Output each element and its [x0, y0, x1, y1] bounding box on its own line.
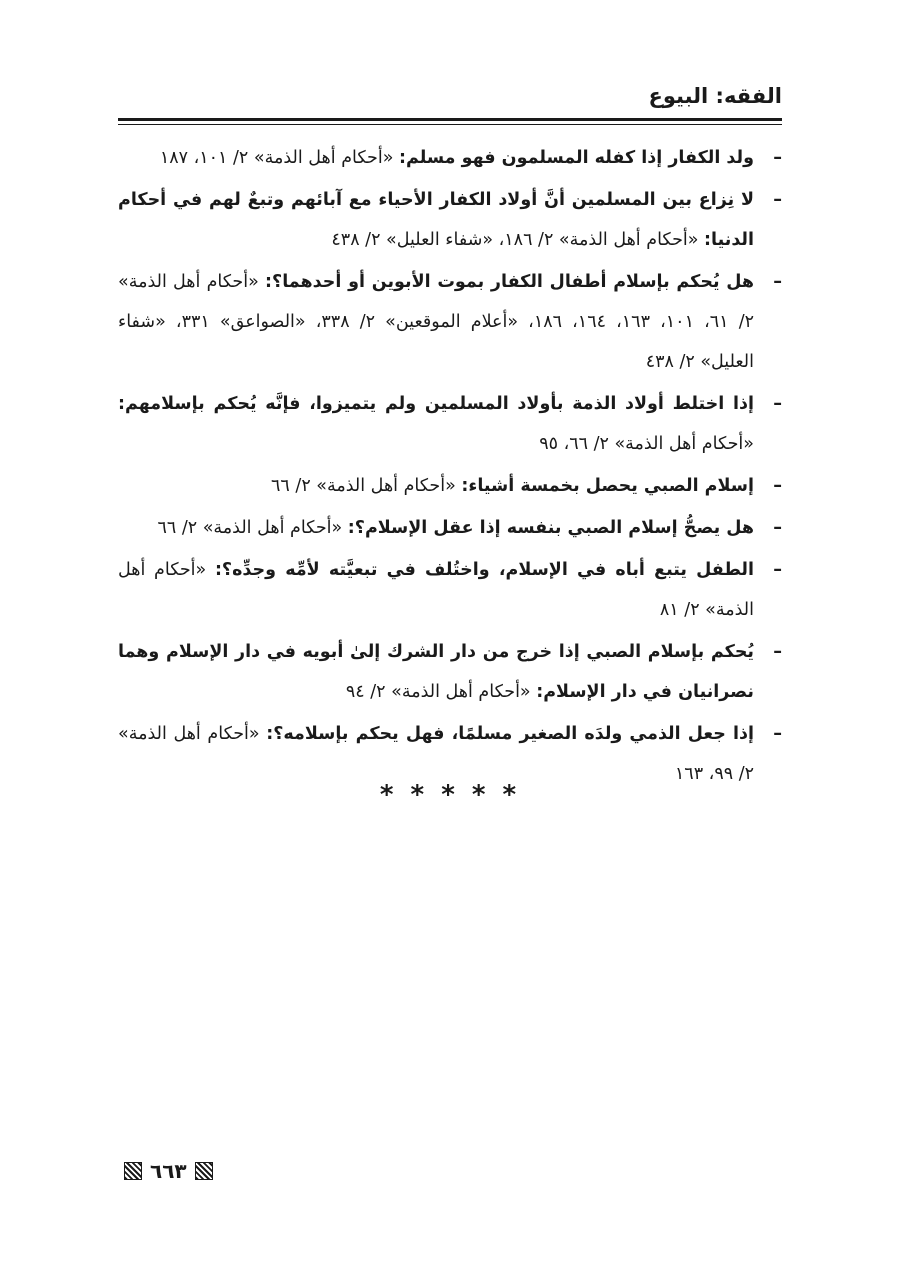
index-entry — [118, 466, 782, 506]
index-entries-list — [118, 138, 782, 796]
entry-topic-text: إذا اختلط أولاد الذمة بأولاد المسلمين ولم يتميزوا، فإنَّه يُحكم بإسلامهم: — [118, 394, 754, 414]
entry-dash: – — [773, 272, 782, 292]
entry-topic-text: لا نِزاع بين المسلمين أنَّ أولاد الكفار الأحياء مع آبائهم وتبعٌ لهم في أحكام الدنيا: — [118, 190, 754, 250]
entry-reference: «أحكام أهل الذمة» ٢/ ٦٦ — [271, 476, 456, 496]
entry-reference: «أحكام أهل الذمة» ٢/ ١٨٦، «شفاء العليل» ٢/ ٤٣٨ — [331, 230, 699, 250]
ornament-icon — [124, 1162, 142, 1180]
entry-dash: – — [773, 476, 782, 496]
index-entry — [118, 180, 782, 260]
entry-reference: «أحكام أهل الذمة» ٢/ ٦٦ — [157, 518, 343, 538]
section-separator-stars: * * * * * — [379, 780, 521, 810]
entry-dash: – — [773, 518, 782, 538]
header-rule-thick — [118, 118, 782, 121]
entry-dash: – — [773, 560, 782, 580]
page-footer — [124, 1158, 213, 1184]
index-entry — [118, 632, 782, 712]
entry-reference: «أحكام أهل الذمة» ٢/ ٩٩، ١٦٣ — [118, 724, 754, 784]
entry-reference: «أحكام أهل الذمة» ٢/ ٩٤ — [345, 682, 531, 702]
index-entry — [118, 508, 782, 548]
entry-topic-text: إذا جعل الذمي ولدَه الصغير مسلمًا، فهل يحكم بإسلامه؟: — [266, 724, 754, 744]
entry-topic-text: إسلام الصبي يحصل بخمسة أشياء: — [461, 476, 754, 496]
entry-reference: «أحكام أهل الذمة» ٢/ ٦٦، ٩٥ — [539, 434, 754, 454]
entry-dash: – — [773, 724, 782, 744]
entry-dash: – — [773, 148, 782, 168]
entry-topic-text: هل يُحكم بإسلام أطفال الكفار بموت الأبوين أو أحدهما؟: — [265, 272, 755, 292]
entry-topic-text: الطفل يتبع أباه في الإسلام، واختُلف في تبعيَّته لأمِّه وجدِّه؟: — [214, 560, 754, 580]
header-rule-thin — [118, 124, 782, 125]
entry-dash: – — [773, 642, 782, 662]
index-entry — [118, 262, 782, 382]
entry-topic-text: هل يصحُّ إسلام الصبي بنفسه إذا عقل الإسلام؟: — [347, 518, 754, 538]
ornament-icon — [195, 1162, 213, 1180]
entry-topic-text: يُحكم بإسلام الصبي إذا خرج من دار الشرك إلىٰ أبويه في دار الإسلام وهما نصرانيان في دار الإسلام: — [118, 642, 754, 702]
entry-reference: «أحكام أهل الذمة» ٢/ ٨١ — [118, 560, 754, 620]
index-entry — [118, 384, 782, 464]
entry-dash: – — [773, 394, 782, 414]
entry-topic-text: ولد الكفار إذا كفله المسلمون فهو مسلم: — [399, 148, 754, 168]
running-header-title: الفقه: البيوع — [648, 84, 782, 108]
entry-reference: «أحكام أهل الذمة» ٢/ ٦١، ١٠١، ١٦٣، ١٦٤، ١٨٦، «أعلام الموقعين» ٢/ ٣٣٨، «الصواعق» ٣٣١، «شفاء العليل» ٢/ ٤٣٨ — [118, 272, 754, 372]
entry-reference: «أحكام أهل الذمة» ٢/ ١٠١، ١٨٧ — [159, 148, 394, 168]
page-number: ٦٦٣ — [150, 1159, 187, 1183]
index-entry — [118, 138, 782, 178]
index-entry — [118, 550, 782, 630]
entry-dash: – — [773, 190, 782, 210]
